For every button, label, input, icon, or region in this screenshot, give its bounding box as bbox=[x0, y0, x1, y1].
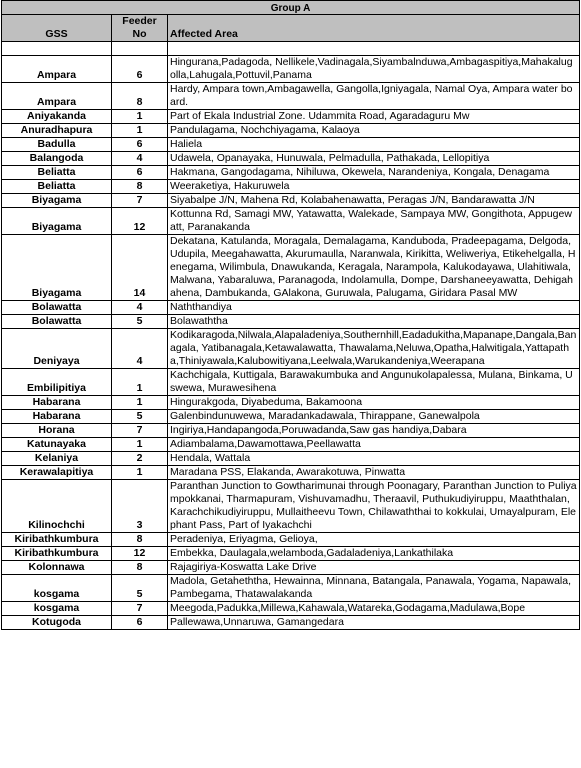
gss-cell: Biyagama bbox=[2, 194, 112, 208]
table-row bbox=[2, 547, 580, 561]
area-cell: Ingiriya,Handapangoda,Poruwadanda,Saw gas handiya,Dabara bbox=[168, 424, 580, 438]
blank-cell bbox=[168, 42, 580, 56]
table-row bbox=[2, 452, 580, 466]
gss-cell: Beliatta bbox=[2, 166, 112, 180]
table-row bbox=[2, 329, 580, 369]
feeder-cell: 1 bbox=[112, 438, 168, 452]
feeder-cell: 6 bbox=[112, 56, 168, 83]
area-cell: Kachchigala, Kuttigala, Barawakumbuka and Angunukolapalessa, Mulana, Binkama, Uswewa, Murawesihena bbox=[168, 369, 580, 396]
table-row bbox=[2, 466, 580, 480]
table-row bbox=[2, 616, 580, 630]
feeder-cell: 4 bbox=[112, 301, 168, 315]
gss-cell: Aniyakanda bbox=[2, 110, 112, 124]
gss-cell: Katunayaka bbox=[2, 438, 112, 452]
area-cell: Pandulagama, Nochchiyagama, Kalaoya bbox=[168, 124, 580, 138]
area-cell: Paranthan Junction to Gowtharimunai through Poonagary, Paranthan Junction to Puliyampokkanai, Tharmapuram, Vishuvamadhu, Theraavil, Puthukudiyiruppu, Maaththalan, Karachchikudiyiruppu, Mullaitheevu Town, Chilawaththai to kokkulai, Umayalpuram, Elephant Pass, Part of Iyakachchi bbox=[168, 480, 580, 533]
gss-cell: Deniyaya bbox=[2, 329, 112, 369]
gss-cell: Biyagama bbox=[2, 208, 112, 235]
gss-cell: Ampara bbox=[2, 56, 112, 83]
feeder-cell: 12 bbox=[112, 547, 168, 561]
area-cell: Siyabalpe J/N, Mahena Rd, Kolabahenawatta, Peragas J/N, Bandarawatta J/N bbox=[168, 194, 580, 208]
table-row bbox=[2, 110, 580, 124]
feeder-cell: 8 bbox=[112, 533, 168, 547]
gss-cell: Bolawatta bbox=[2, 315, 112, 329]
area-cell: Naththandiya bbox=[168, 301, 580, 315]
table-row bbox=[2, 83, 580, 110]
feeder-cell: 1 bbox=[112, 110, 168, 124]
table-row bbox=[2, 410, 580, 424]
table-row bbox=[2, 124, 580, 138]
feeder-cell: 14 bbox=[112, 235, 168, 301]
area-cell: Part of Ekala Industrial Zone. Udammita Road, Agaradaguru Mw bbox=[168, 110, 580, 124]
area-cell: Weeraketiya, Hakuruwela bbox=[168, 180, 580, 194]
gss-cell: Badulla bbox=[2, 138, 112, 152]
table-row bbox=[2, 602, 580, 616]
area-cell: Embekka, Daulagala,welamboda,Gadaladeniya,Lankathilaka bbox=[168, 547, 580, 561]
table-row bbox=[2, 369, 580, 396]
area-cell: Maradana PSS, Elakanda, Awarakotuwa, Pinwatta bbox=[168, 466, 580, 480]
table-row bbox=[2, 424, 580, 438]
table-row bbox=[2, 166, 580, 180]
area-cell: Rajagiriya-Koswatta Lake Drive bbox=[168, 561, 580, 575]
gss-cell: Kolonnawa bbox=[2, 561, 112, 575]
feeder-cell: 2 bbox=[112, 452, 168, 466]
gss-cell: Balangoda bbox=[2, 152, 112, 166]
gss-cell: Biyagama bbox=[2, 235, 112, 301]
feeder-cell: 5 bbox=[112, 410, 168, 424]
gss-cell: Kilinochchi bbox=[2, 480, 112, 533]
area-cell: Hardy, Ampara town,Ambagawella, Gangolla,Igniyagala, Namal Oya, Ampara water board. bbox=[168, 83, 580, 110]
area-cell: Dekatana, Katulanda, Moragala, Demalagama, Kanduboda, Pradeepagama, Delgoda, Udupila, Meegahawatta, Akurumaulla, Naranwala, Kirikitta, Weliweriya, Etikehelgalla, Henegama, Wilimbula, Dnawukanda, Keragala, Narampola, Kalukodayawa, Ulahitiwala, Malwana, Yabaraluwa, Paranagoda, Indolamulla, Dompe, Darshaneeyawatta, Dehigahahena, Dambukanda, GAlakona, Guruwala, Palugama, Giridara Pasal MW bbox=[168, 235, 580, 301]
feeder-cell: 1 bbox=[112, 369, 168, 396]
gss-cell: Kotugoda bbox=[2, 616, 112, 630]
feeder-cell: 5 bbox=[112, 575, 168, 602]
gss-cell: Kiribathkumbura bbox=[2, 547, 112, 561]
area-cell: Hakmana, Gangodagama, Nihiluwa, Okewela, Narandeniya, Kongala, Denagama bbox=[168, 166, 580, 180]
header-area: Affected Area bbox=[168, 15, 580, 42]
area-cell: Pallewawa,Unnaruwa, Gamangedara bbox=[168, 616, 580, 630]
feeder-cell: 5 bbox=[112, 315, 168, 329]
table-row bbox=[2, 194, 580, 208]
area-cell: Kodikaragoda,Nilwala,Alapaladeniya,Southernhill,Eadadukitha,Mapanape,Dangala,Banagala, Yatibanagala,Ketawalawatta, Thawalama,Neluwa,Opatha,Halwitigala,Yattapatha,Thiniyawala,Kalubowitiyana,Leelwala,Warukandeniya,Weerapana bbox=[168, 329, 580, 369]
table-row bbox=[2, 301, 580, 315]
header-row bbox=[2, 15, 580, 42]
table-row bbox=[2, 396, 580, 410]
feeder-cell: 1 bbox=[112, 396, 168, 410]
feeder-cell: 7 bbox=[112, 194, 168, 208]
area-cell: Bolawaththa bbox=[168, 315, 580, 329]
header-feeder: Feeder No bbox=[112, 15, 168, 42]
table-row bbox=[2, 533, 580, 547]
blank-cell bbox=[2, 42, 112, 56]
gss-cell: Bolawatta bbox=[2, 301, 112, 315]
table-row bbox=[2, 438, 580, 452]
table-row bbox=[2, 235, 580, 301]
header-gss: GSS bbox=[2, 15, 112, 42]
table-row bbox=[2, 56, 580, 83]
outage-table bbox=[1, 0, 580, 630]
gss-cell: Kiribathkumbura bbox=[2, 533, 112, 547]
area-cell: Kottunna Rd, Samagi MW, Yatawatta, Walekade, Sampaya MW, Gongithota, Appugewatt, Paranakanda bbox=[168, 208, 580, 235]
table-row bbox=[2, 208, 580, 235]
gss-cell: Embilipitiya bbox=[2, 369, 112, 396]
feeder-cell: 3 bbox=[112, 480, 168, 533]
area-cell: Hingurana,Padagoda, Nellikele,Vadinagala,Siyambalnduwa,Ambagaspitiya,Mahakalugolla,Lahugala,Pottuvil,Panama bbox=[168, 56, 580, 83]
table-row bbox=[2, 561, 580, 575]
gss-cell: Habarana bbox=[2, 410, 112, 424]
feeder-cell: 4 bbox=[112, 329, 168, 369]
feeder-cell: 12 bbox=[112, 208, 168, 235]
feeder-cell: 7 bbox=[112, 424, 168, 438]
gss-cell: Ampara bbox=[2, 83, 112, 110]
gss-cell: Kerawalapitiya bbox=[2, 466, 112, 480]
table-row bbox=[2, 180, 580, 194]
area-cell: Peradeniya, Eriyagma, Gelioya, bbox=[168, 533, 580, 547]
area-cell: Madola, Getaheththa, Hewainna, Minnana, Batangala, Panawala, Yogama, Napawala, Pambegama, Thatawalakanda bbox=[168, 575, 580, 602]
group-title: Group A bbox=[2, 1, 580, 15]
area-cell: Haliela bbox=[168, 138, 580, 152]
feeder-cell: 8 bbox=[112, 180, 168, 194]
gss-cell: Habarana bbox=[2, 396, 112, 410]
table-row bbox=[2, 152, 580, 166]
area-cell: Meegoda,Padukka,Millewa,Kahawala,Watareka,Godagama,Madulawa,Bope bbox=[168, 602, 580, 616]
group-title-row bbox=[2, 1, 580, 15]
table-row bbox=[2, 575, 580, 602]
table-row bbox=[2, 138, 580, 152]
blank-cell bbox=[112, 42, 168, 56]
area-cell: Udawela, Opanayaka, Hunuwala, Pelmadulla, Pathakada, Lellopitiya bbox=[168, 152, 580, 166]
feeder-cell: 6 bbox=[112, 166, 168, 180]
feeder-cell: 4 bbox=[112, 152, 168, 166]
gss-cell: kosgama bbox=[2, 575, 112, 602]
feeder-cell: 8 bbox=[112, 83, 168, 110]
blank-row bbox=[2, 42, 580, 56]
area-cell: Adiambalama,Dawamottawa,Peellawatta bbox=[168, 438, 580, 452]
feeder-cell: 8 bbox=[112, 561, 168, 575]
feeder-cell: 6 bbox=[112, 138, 168, 152]
feeder-cell: 1 bbox=[112, 124, 168, 138]
feeder-cell: 1 bbox=[112, 466, 168, 480]
feeder-cell: 7 bbox=[112, 602, 168, 616]
feeder-cell: 6 bbox=[112, 616, 168, 630]
table-row bbox=[2, 315, 580, 329]
gss-cell: Beliatta bbox=[2, 180, 112, 194]
gss-cell: Anuradhapura bbox=[2, 124, 112, 138]
gss-cell: kosgama bbox=[2, 602, 112, 616]
area-cell: Galenbindunuwewa, Maradankadawala, Thirappane, Ganewalpola bbox=[168, 410, 580, 424]
area-cell: Hendala, Wattala bbox=[168, 452, 580, 466]
area-cell: Hingurakgoda, Diyabeduma, Bakamoona bbox=[168, 396, 580, 410]
gss-cell: Horana bbox=[2, 424, 112, 438]
table-row bbox=[2, 480, 580, 533]
gss-cell: Kelaniya bbox=[2, 452, 112, 466]
